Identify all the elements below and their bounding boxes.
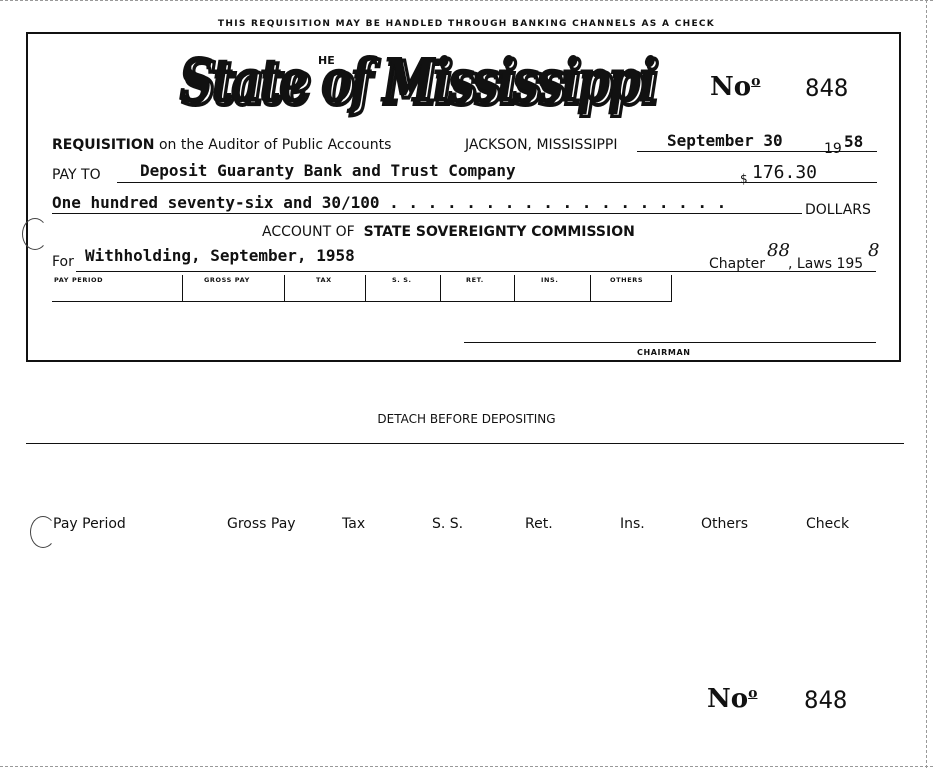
location: JACKSON, MISSISSIPPI	[465, 137, 618, 153]
year-prefix: 19	[824, 141, 842, 157]
account-name: STATE SOVEREIGNTY COMMISSION	[363, 224, 635, 240]
requisition-number: 848	[805, 74, 849, 102]
pay-to-line	[117, 182, 877, 183]
page-edge-top	[0, 0, 933, 1]
requisition-line	[52, 137, 391, 153]
date-monthday: September 30	[667, 131, 783, 150]
deduction-divider	[590, 275, 591, 301]
column-header: INS.	[541, 276, 559, 284]
page-edge-bottom	[0, 766, 933, 767]
date-line	[637, 151, 877, 152]
column-header: OTHERS	[610, 276, 644, 284]
column-header: S. S.	[392, 276, 412, 284]
banner-title-shadow: State of Mississippi	[182, 49, 658, 118]
deduction-divider	[514, 275, 515, 301]
chapter-label: Chapter	[709, 256, 765, 272]
deduction-table-bottom	[52, 301, 672, 302]
stub-column-header: Others	[701, 516, 749, 532]
column-header: GROSS PAY	[204, 276, 250, 284]
column-header: RET.	[466, 276, 484, 284]
stub-column-header: S. S.	[432, 516, 464, 532]
chairman-label: CHAIRMAN	[637, 348, 691, 357]
amount-words: One hundred seventy-six and 30/100 . . . . . . . . . . . . . . . . . .	[52, 193, 727, 212]
stub-column-header: Pay Period	[53, 516, 126, 532]
deduction-divider	[182, 275, 183, 301]
detach-label: DETACH BEFORE DEPOSITING	[377, 412, 556, 426]
deduction-divider	[365, 275, 366, 301]
stub-number: 848	[804, 686, 848, 714]
detach-line	[26, 443, 904, 444]
punch-hole	[22, 218, 48, 250]
amount-words-line	[52, 213, 802, 214]
stub-column-header: Tax	[342, 516, 366, 532]
dollar-sign: $	[740, 172, 748, 186]
pay-to-label: PAY TO	[52, 167, 101, 183]
purpose: Withholding, September, 1958	[85, 246, 355, 265]
deduction-divider	[671, 275, 672, 301]
for-line	[76, 271, 876, 272]
account-line	[262, 224, 635, 240]
year-suffix: 58	[844, 132, 864, 151]
number-label: No$^o$	[710, 72, 761, 102]
account-prefix: ACCOUNT OF	[262, 224, 355, 240]
amount-figure: 176.30	[752, 162, 818, 183]
signature-line	[464, 342, 876, 343]
state-banner	[176, 40, 666, 118]
stub-column-header: Check	[806, 516, 850, 532]
requisition-rest: on the Auditor of Public Accounts	[158, 137, 392, 153]
chapter-value: 88	[767, 240, 790, 261]
requisition-bold: REQUISITION	[52, 137, 155, 153]
stub-number-label: No$^o$	[707, 684, 758, 714]
column-header: TAX	[316, 276, 332, 284]
for-label: For	[52, 254, 74, 270]
banking-notice: THIS REQUISITION MAY BE HANDLED THROUGH BANKING CHANNELS AS A CHECK	[217, 19, 716, 29]
laws-year-digit: 8	[868, 240, 880, 261]
payee-name: Deposit Guaranty Bank and Trust Company	[140, 161, 516, 180]
deduction-divider	[440, 275, 441, 301]
stub-column-header: Ins.	[620, 516, 645, 532]
stub-column-header: Gross Pay	[227, 516, 296, 532]
deduction-table	[52, 275, 672, 303]
banner-prefix: HE	[318, 54, 335, 67]
column-header: PAY PERIOD	[54, 276, 104, 284]
stub-column-header: Ret.	[525, 516, 553, 532]
dollars-label: DOLLARS	[805, 202, 871, 218]
page-edge-right	[926, 0, 927, 768]
laws-label: , Laws 195	[788, 256, 864, 272]
banner-title: State of Mississippi	[179, 46, 655, 116]
deduction-divider	[284, 275, 285, 301]
